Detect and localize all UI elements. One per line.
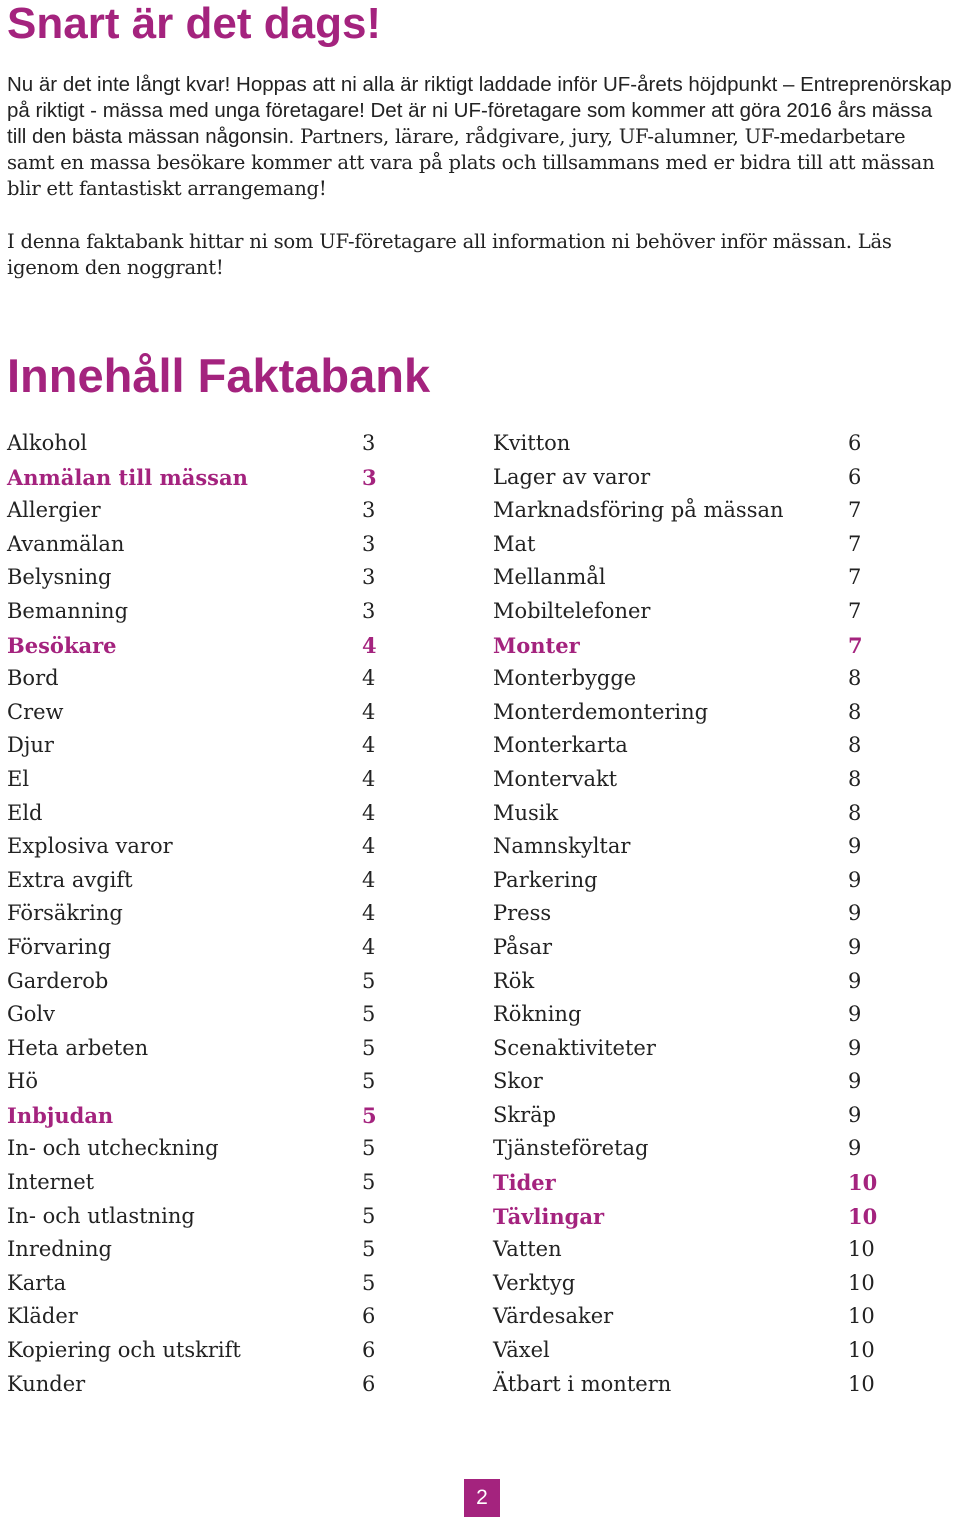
toc-entry-page: 5 bbox=[362, 1136, 376, 1161]
toc-entry-title: Monterkarta bbox=[493, 733, 628, 758]
toc-entry-page: 5 bbox=[362, 1203, 376, 1228]
toc-entry-title: Parkering bbox=[493, 867, 598, 892]
toc-entry-page: 9 bbox=[848, 1069, 862, 1094]
intro-serif-text: Partners, lärare, rådgivare, jury, UF-alumner, UF-medarbetare samt en massa besökare kommer att vara på plats och tillsammans med er bidra till att mässan blir ett fantastiskt arrangemang! bbox=[7, 125, 935, 200]
toc-entry-title: Rök bbox=[493, 968, 535, 993]
toc-entry-title: Inredning bbox=[7, 1237, 112, 1262]
toc-entry-title: Inbjudan bbox=[7, 1102, 114, 1128]
toc-entry[interactable] bbox=[493, 561, 873, 595]
toc-entry[interactable] bbox=[7, 696, 387, 730]
toc-entry[interactable] bbox=[7, 561, 387, 595]
toc-entry[interactable] bbox=[493, 1200, 878, 1234]
toc-entry-page: 7 bbox=[848, 632, 863, 658]
toc-entry-page: 8 bbox=[848, 766, 862, 791]
toc-entry-title: Mobiltelefoner bbox=[493, 598, 651, 623]
toc-entry[interactable] bbox=[7, 1200, 387, 1234]
toc-entry[interactable] bbox=[493, 1099, 873, 1133]
toc-entry[interactable] bbox=[7, 1368, 387, 1402]
toc-entry-page: 9 bbox=[848, 934, 862, 959]
toc-entry-page: 5 bbox=[362, 1270, 376, 1295]
toc-entry-page: 6 bbox=[362, 1304, 376, 1329]
toc-entry[interactable] bbox=[7, 1300, 387, 1334]
toc-entry-title: Explosiva varor bbox=[7, 834, 173, 859]
toc-entry-title: Allergier bbox=[7, 498, 101, 523]
toc-entry-page: 4 bbox=[362, 733, 376, 758]
toc-entry[interactable] bbox=[7, 931, 387, 965]
toc-entry-title: Anmälan till mässan bbox=[7, 464, 248, 490]
toc-entry-page: 10 bbox=[848, 1203, 878, 1229]
toc-entry-page: 9 bbox=[848, 834, 862, 859]
toc-entry-title: Eld bbox=[7, 800, 43, 825]
toc-entry-title: Kopiering och utskrift bbox=[7, 1338, 241, 1363]
toc-entry-title: Skor bbox=[493, 1069, 543, 1094]
toc-entry[interactable] bbox=[493, 1166, 878, 1200]
toc-entry[interactable] bbox=[7, 1099, 387, 1133]
toc-entry-title: Karta bbox=[7, 1270, 67, 1295]
toc-entry-page: 3 bbox=[362, 498, 376, 523]
toc-entry-title: Verktyg bbox=[493, 1270, 576, 1295]
toc-entry[interactable] bbox=[7, 965, 387, 999]
toc-entry-title: Djur bbox=[7, 733, 54, 758]
toc-entry-page: 4 bbox=[362, 867, 376, 892]
toc-entry-title: Press bbox=[493, 901, 552, 926]
toc-entry[interactable] bbox=[7, 864, 387, 898]
toc-entry-page: 6 bbox=[848, 464, 862, 489]
toc-entry[interactable] bbox=[7, 494, 387, 528]
toc-entry[interactable] bbox=[493, 461, 873, 495]
toc-entry[interactable] bbox=[7, 595, 387, 629]
toc-entry-page: 6 bbox=[362, 1338, 376, 1363]
toc-entry-page: 10 bbox=[848, 1338, 875, 1363]
toc-entry-title: Hö bbox=[7, 1069, 38, 1094]
page-title: Snart är det dags! bbox=[7, 0, 382, 48]
toc-entry-page: 3 bbox=[362, 531, 376, 556]
toc-entry-title: Växel bbox=[493, 1338, 550, 1363]
toc-entry-title: Internet bbox=[7, 1170, 95, 1195]
toc-entry-title: Monterdemontering bbox=[493, 699, 709, 724]
toc-entry-page: 5 bbox=[362, 1102, 377, 1128]
toc-entry-title: Bord bbox=[7, 666, 59, 691]
toc-entry[interactable] bbox=[493, 864, 873, 898]
toc-entry-page: 4 bbox=[362, 699, 376, 724]
toc-entry-page: 3 bbox=[362, 565, 376, 590]
toc-entry-page: 4 bbox=[362, 834, 376, 859]
toc-entry-title: Värdesaker bbox=[493, 1304, 614, 1329]
toc-entry-title: Tävlingar bbox=[493, 1203, 605, 1229]
toc-entry[interactable] bbox=[493, 763, 873, 797]
toc-entry[interactable] bbox=[7, 763, 387, 797]
toc-entry-title: Påsar bbox=[493, 934, 553, 959]
toc-entry[interactable] bbox=[7, 1132, 387, 1166]
toc-entry[interactable] bbox=[7, 1032, 387, 1066]
toc-entry[interactable] bbox=[493, 1032, 873, 1066]
toc-entry-page: 5 bbox=[362, 1002, 376, 1027]
toc-entry[interactable] bbox=[493, 662, 873, 696]
toc-entry[interactable] bbox=[493, 1334, 873, 1368]
toc-entry-title: Tider bbox=[493, 1170, 556, 1196]
info-paragraph: I denna faktabank hittar ni som UF-företagare all information ni behöver inför mässan. Läs igenom den noggrant! bbox=[7, 230, 892, 279]
toc-entry-title: Lager av varor bbox=[493, 464, 651, 489]
toc-entry-page: 4 bbox=[362, 766, 376, 791]
page-number-badge: 2 bbox=[464, 1479, 500, 1517]
toc-entry[interactable] bbox=[493, 1368, 873, 1402]
toc-entry[interactable] bbox=[493, 830, 873, 864]
toc-entry[interactable] bbox=[493, 998, 873, 1032]
toc-entry[interactable] bbox=[7, 1233, 387, 1267]
toc-entry[interactable] bbox=[7, 797, 387, 831]
toc-entry-title: Mellanmål bbox=[493, 565, 606, 590]
toc-entry-page: 9 bbox=[848, 1035, 862, 1060]
toc-entry-page: 4 bbox=[362, 934, 376, 959]
toc-entry-page: 3 bbox=[362, 431, 376, 455]
toc-entry[interactable] bbox=[7, 1267, 387, 1301]
toc-entry-page: 4 bbox=[362, 901, 376, 926]
toc-entry-title: Besökare bbox=[7, 632, 117, 658]
toc-title: Innehåll Faktabank bbox=[7, 349, 431, 402]
intro-sans-text: Nu är det inte långt kvar! Hoppas att ni alla är riktigt laddade inför UF-årets höjdpunkt – Entreprenörskap på riktigt - mässa med unga företagare! Det är ni UF-företagare som kommer att göra 2016 års mässa till den bästa mässan någonsin. bbox=[7, 73, 952, 148]
toc-entry-page: 8 bbox=[848, 800, 862, 825]
toc-entry-title: Golv bbox=[7, 1002, 55, 1027]
toc-entry-title: Heta arbeten bbox=[7, 1035, 149, 1060]
toc-entry-page: 5 bbox=[362, 1170, 376, 1195]
toc-entry[interactable] bbox=[493, 729, 873, 763]
toc-entry-page: 5 bbox=[362, 1237, 376, 1262]
toc-entry-page: 3 bbox=[362, 598, 376, 623]
toc-entry[interactable] bbox=[493, 494, 873, 528]
toc-entry-title: Mat bbox=[493, 531, 536, 556]
toc-entry-title: El bbox=[7, 766, 30, 791]
toc-entry[interactable] bbox=[493, 965, 873, 999]
toc-entry-page: 10 bbox=[848, 1237, 875, 1262]
toc-entry-title: In- och utcheckning bbox=[7, 1136, 219, 1161]
toc-entry-title: Kunder bbox=[7, 1371, 86, 1396]
toc-entry-page: 5 bbox=[362, 968, 376, 993]
toc-entry[interactable] bbox=[493, 629, 873, 663]
toc-entry-title: Namnskyltar bbox=[493, 834, 631, 859]
toc-entry-title: Rökning bbox=[493, 1002, 582, 1027]
toc-entry-title: Belysning bbox=[7, 565, 112, 590]
toc-entry[interactable] bbox=[7, 662, 387, 696]
toc-entry-title: Garderob bbox=[7, 968, 109, 993]
toc-entry[interactable] bbox=[493, 931, 873, 965]
toc-right-column bbox=[493, 427, 878, 1401]
toc-entry-title: Alkohol bbox=[7, 431, 88, 455]
toc-entry[interactable] bbox=[493, 427, 873, 461]
toc-entry-title: Försäkring bbox=[7, 901, 123, 926]
toc-entry-title: Ätbart i montern bbox=[493, 1371, 672, 1396]
toc-entry-page: 9 bbox=[848, 1102, 862, 1127]
toc-entry[interactable] bbox=[493, 1065, 873, 1099]
toc-entry-title: Monterbygge bbox=[493, 666, 637, 691]
toc-entry-title: In- och utlastning bbox=[7, 1203, 195, 1228]
toc-entry-page: 9 bbox=[848, 1002, 862, 1027]
toc-entry-page: 7 bbox=[848, 498, 862, 523]
toc-entry-page: 7 bbox=[848, 598, 862, 623]
toc-entry-page: 9 bbox=[848, 1136, 862, 1161]
toc-entry-page: 5 bbox=[362, 1069, 376, 1094]
toc-entry-page: 6 bbox=[362, 1371, 376, 1396]
toc-entry-page: 3 bbox=[362, 464, 377, 490]
toc-entry-page: 8 bbox=[848, 733, 862, 758]
toc-entry-title: Extra avgift bbox=[7, 867, 133, 892]
toc-entry-page: 6 bbox=[848, 431, 862, 455]
toc-entry[interactable] bbox=[493, 1132, 873, 1166]
toc-entry-page: 10 bbox=[848, 1170, 878, 1196]
toc-entry-page: 4 bbox=[362, 800, 376, 825]
toc-entry[interactable] bbox=[493, 528, 873, 562]
toc-entry-title: Monter bbox=[493, 632, 580, 658]
toc-entry-title: Montervakt bbox=[493, 766, 618, 791]
toc-entry[interactable] bbox=[7, 528, 387, 562]
toc-entry-title: Bemanning bbox=[7, 598, 129, 623]
toc-entry-page: 10 bbox=[848, 1304, 875, 1329]
toc-entry-page: 8 bbox=[848, 666, 862, 691]
toc-entry-title: Skräp bbox=[493, 1102, 557, 1127]
toc-entry-page: 9 bbox=[848, 968, 862, 993]
intro-paragraph bbox=[7, 72, 957, 202]
toc-entry[interactable] bbox=[7, 427, 387, 461]
toc-entry[interactable] bbox=[7, 629, 387, 663]
toc-entry[interactable] bbox=[7, 1334, 387, 1368]
toc-entry-page: 9 bbox=[848, 867, 862, 892]
toc-entry-page: 7 bbox=[848, 565, 862, 590]
toc-entry[interactable] bbox=[7, 897, 387, 931]
toc-entry[interactable] bbox=[493, 595, 873, 629]
toc-entry[interactable] bbox=[7, 998, 387, 1032]
toc-entry-page: 7 bbox=[848, 531, 862, 556]
toc-entry-title: Musik bbox=[493, 800, 559, 825]
toc-entry[interactable] bbox=[493, 1300, 873, 1334]
toc-entry[interactable] bbox=[493, 797, 873, 831]
toc-entry-page: 4 bbox=[362, 666, 376, 691]
toc-entry-page: 10 bbox=[848, 1270, 875, 1295]
toc-entry[interactable] bbox=[493, 897, 873, 931]
toc-entry[interactable] bbox=[493, 1267, 873, 1301]
toc-entry[interactable] bbox=[493, 696, 873, 730]
toc-entry-title: Marknadsföring på mässan bbox=[493, 498, 784, 523]
toc-entry-title: Kläder bbox=[7, 1304, 78, 1329]
toc-entry-title: Tjänsteföretag bbox=[493, 1136, 649, 1161]
toc-entry[interactable] bbox=[7, 830, 387, 864]
toc-entry-page: 5 bbox=[362, 1035, 376, 1060]
toc-entry-title: Kvitton bbox=[493, 431, 571, 455]
toc-entry[interactable] bbox=[493, 1233, 873, 1267]
toc-entry-page: 9 bbox=[848, 901, 862, 926]
toc-entry-page: 10 bbox=[848, 1371, 875, 1396]
toc-entry-title: Förvaring bbox=[7, 934, 112, 959]
toc-entry-title: Scenaktiviteter bbox=[493, 1035, 656, 1060]
toc-left-column bbox=[7, 427, 387, 1401]
toc-entry[interactable] bbox=[7, 729, 387, 763]
toc-entry-page: 8 bbox=[848, 699, 862, 724]
toc-entry-title: Vatten bbox=[493, 1237, 562, 1262]
toc-entry[interactable] bbox=[7, 1065, 387, 1099]
toc-entry-title: Avanmälan bbox=[7, 531, 125, 556]
toc-entry[interactable] bbox=[7, 461, 387, 495]
toc-entry[interactable] bbox=[7, 1166, 387, 1200]
toc-entry-title: Crew bbox=[7, 699, 64, 724]
toc-entry-page: 4 bbox=[362, 632, 377, 658]
